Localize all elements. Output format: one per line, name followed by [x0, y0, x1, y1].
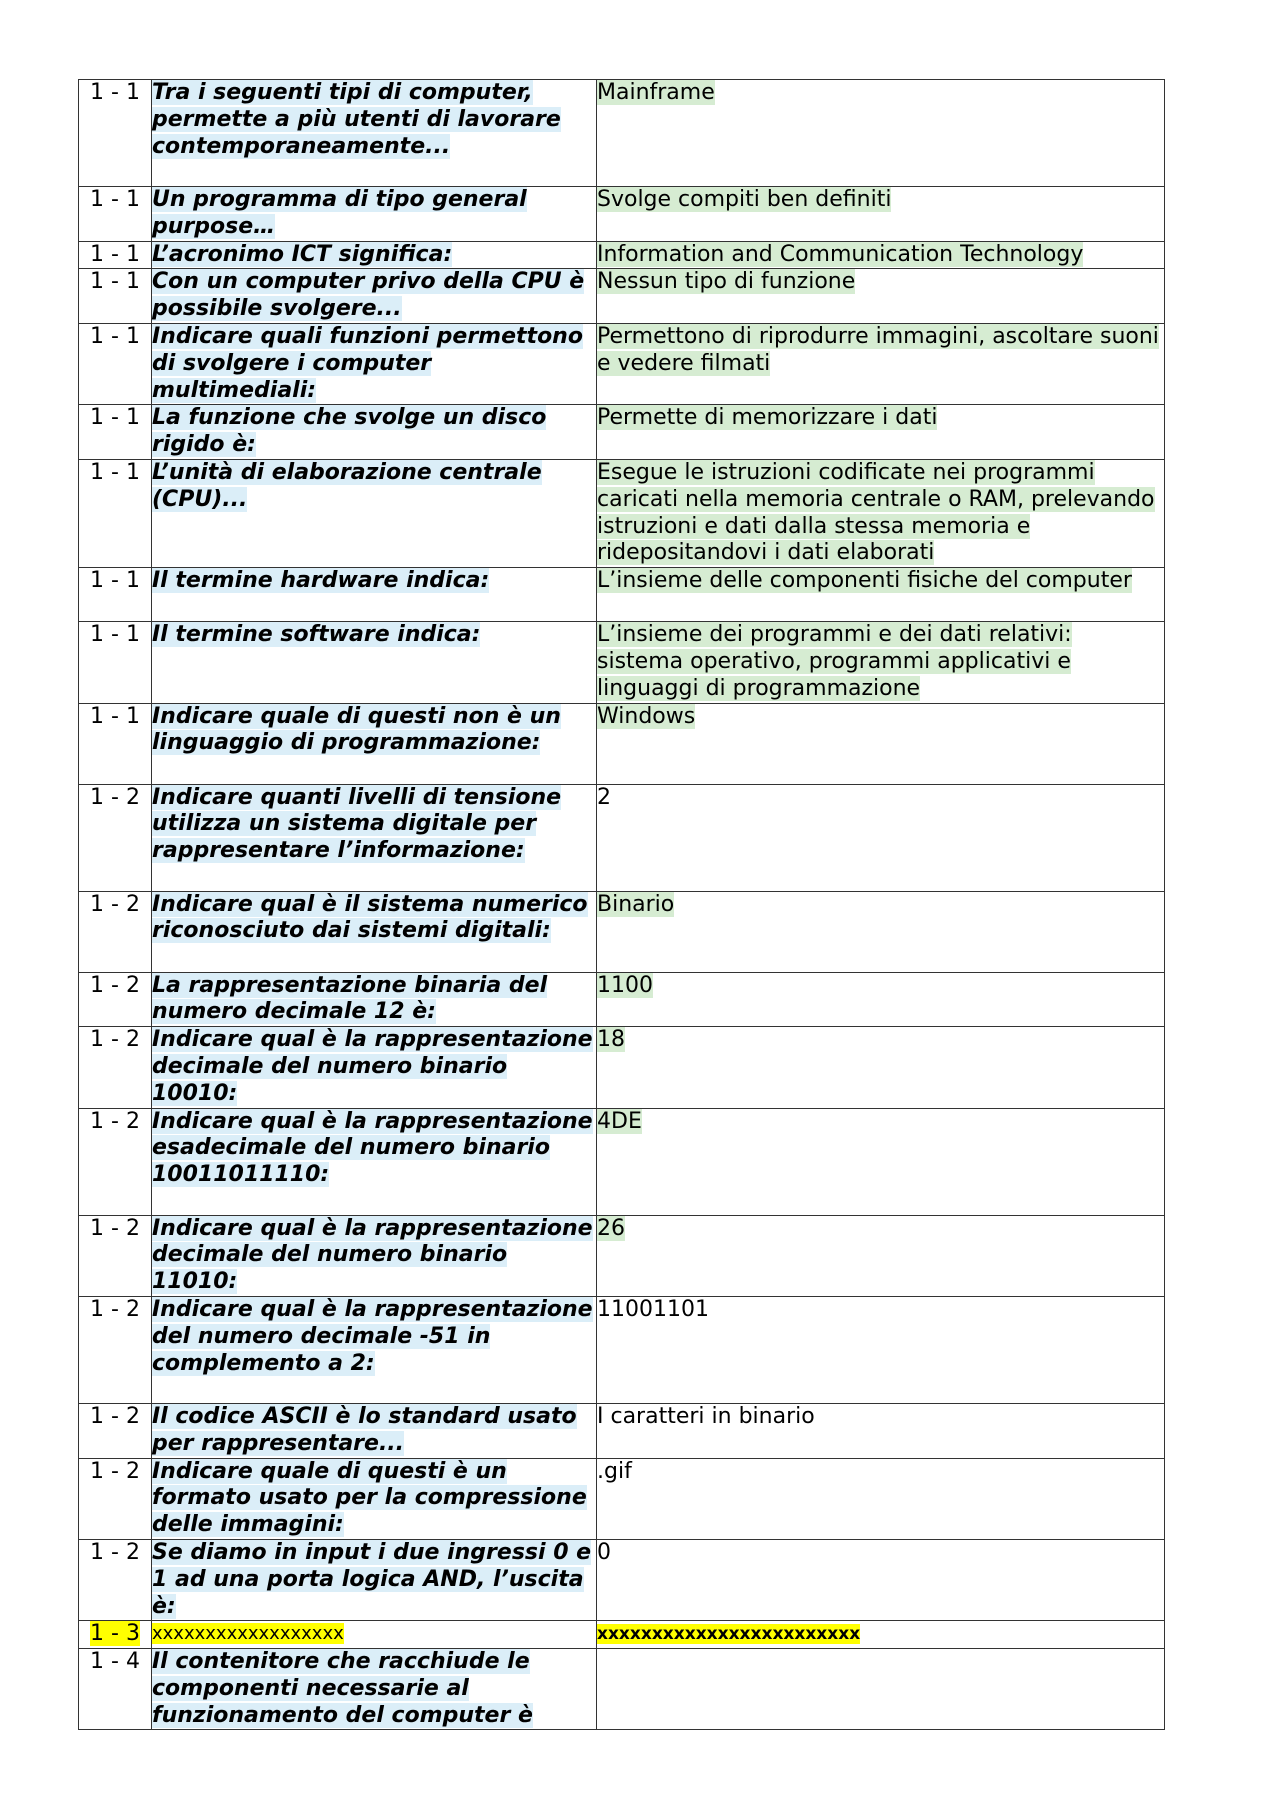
answer-text: 26 — [597, 1215, 625, 1241]
answer-text: 2 — [597, 784, 611, 810]
answer-cell — [597, 187, 1165, 242]
table-row — [79, 972, 1165, 1027]
row-code-cell — [79, 187, 152, 242]
question-text: Indicare qual è la rappresentazione decimale del numero binario 11010: — [152, 1215, 593, 1295]
row-code-cell — [79, 405, 152, 460]
row-code-cell — [79, 1296, 152, 1403]
question-cell — [152, 1027, 597, 1108]
answer-text: Esegue le istruzioni codificate nei programmi caricati nella memoria centrale o RAM, prelevando istruzioni e dati dalla stessa memoria e ridepositandovi i dati elaborati — [597, 459, 1155, 566]
answer-cell — [597, 459, 1165, 567]
table-row — [79, 568, 1165, 622]
question-text: Se diamo in input i due ingressi 0 e 1 ad una porta logica AND, l’uscita è: — [152, 1539, 592, 1619]
question-cell — [152, 1108, 597, 1215]
row-code: 1 - 1 — [90, 241, 140, 267]
question-answer-table — [78, 79, 1165, 1730]
answer-cell — [597, 1296, 1165, 1403]
row-code: 1 - 1 — [90, 459, 140, 485]
table-row — [79, 703, 1165, 784]
row-code-cell — [79, 1215, 152, 1296]
row-code-cell — [79, 1458, 152, 1539]
row-code: 1 - 2 — [90, 1108, 140, 1134]
table-row — [79, 622, 1165, 703]
answer-text: 0 — [597, 1539, 611, 1565]
question-text: Il codice ASCII è lo standard usato per rappresentare... — [152, 1403, 577, 1456]
answer-cell — [597, 1403, 1165, 1458]
row-code-cell — [79, 269, 152, 324]
row-code-cell — [79, 1621, 152, 1649]
answer-text: Mainframe — [597, 80, 715, 105]
table-row — [79, 241, 1165, 269]
row-code-cell — [79, 241, 152, 269]
question-text: La rappresentazione binaria del numero decimale 12 è: — [152, 972, 548, 1025]
answer-cell — [597, 1539, 1165, 1620]
row-code: 1 - 4 — [90, 1649, 140, 1675]
table-row — [79, 1539, 1165, 1620]
question-cell — [152, 1621, 597, 1649]
row-code-cell — [79, 703, 152, 784]
answer-cell — [597, 1108, 1165, 1215]
table-row — [79, 459, 1165, 567]
answer-cell — [597, 568, 1165, 622]
question-text: Indicare quanti livelli di tensione utilizza un sistema digitale per rappresentare l’informazione: — [152, 784, 562, 864]
question-text: Indicare qual è la rappresentazione decimale del numero binario 10010: — [152, 1027, 593, 1106]
table-row — [79, 269, 1165, 324]
row-code-cell — [79, 323, 152, 404]
question-cell — [152, 1649, 597, 1730]
question-cell — [152, 972, 597, 1027]
answer-cell — [597, 1027, 1165, 1108]
question-cell — [152, 622, 597, 703]
answer-cell — [597, 323, 1165, 404]
question-cell — [152, 1403, 597, 1458]
question-text: Indicare qual è il sistema numerico riconosciuto dai sistemi digitali: — [152, 891, 588, 944]
table-row — [79, 1621, 1165, 1649]
answer-cell — [597, 1649, 1165, 1730]
question-text: Indicare qual è la rappresentazione esadecimale del numero binario 10011011110: — [152, 1108, 593, 1188]
answer-cell — [597, 891, 1165, 972]
question-cell — [152, 187, 597, 242]
row-code: 1 - 2 — [90, 1027, 140, 1053]
question-text: Tra i seguenti tipi di computer, permette a più utenti di lavorare contemporaneamente... — [152, 80, 561, 159]
answer-cell — [597, 1215, 1165, 1296]
question-cell — [152, 80, 597, 187]
table-row — [79, 1649, 1165, 1730]
answer-text: 1100 — [597, 972, 653, 998]
row-code: 1 - 1 — [90, 568, 140, 594]
row-code: 1 - 1 — [90, 323, 140, 349]
row-code: 1 - 2 — [90, 891, 140, 917]
answer-text: xxxxxxxxxxxxxxxxxxxxxxxx — [597, 1624, 861, 1645]
row-code: 1 - 2 — [90, 1539, 140, 1565]
answer-cell — [597, 972, 1165, 1027]
question-text: L’acronimo ICT significa: — [152, 241, 453, 267]
question-text: Indicare quale di questi non è un linguaggio di programmazione: — [152, 703, 561, 756]
question-text: xxxxxxxxxxxxxxxxxx — [152, 1623, 344, 1645]
row-code-cell — [79, 1108, 152, 1215]
row-code: 1 - 1 — [90, 187, 140, 212]
answer-text: 4DE — [597, 1108, 642, 1134]
question-text: Con un computer privo della CPU è possibile svolgere... — [152, 269, 585, 322]
answer-cell — [597, 1458, 1165, 1539]
table-row — [79, 891, 1165, 972]
question-cell — [152, 891, 597, 972]
row-code: 1 - 3 — [90, 1621, 140, 1647]
table-row — [79, 1296, 1165, 1403]
row-code-cell — [79, 1649, 152, 1730]
answer-cell — [597, 622, 1165, 703]
row-code: 1 - 1 — [90, 405, 140, 431]
question-cell — [152, 241, 597, 269]
row-code-cell — [79, 1539, 152, 1620]
table-row — [79, 187, 1165, 242]
question-cell — [152, 703, 597, 784]
answer-cell — [597, 241, 1165, 269]
question-cell — [152, 568, 597, 622]
row-code: 1 - 1 — [90, 703, 140, 729]
question-cell — [152, 1539, 597, 1620]
answer-text: Information and Communication Technology — [597, 241, 1084, 267]
row-code-cell — [79, 568, 152, 622]
row-code: 1 - 2 — [90, 1296, 140, 1322]
answer-cell — [597, 269, 1165, 324]
row-code: 1 - 1 — [90, 269, 140, 295]
row-code: 1 - 2 — [90, 972, 140, 998]
answer-text: Binario — [597, 891, 675, 917]
answer-text: 18 — [597, 1027, 625, 1053]
table-row — [79, 784, 1165, 891]
answer-text: Permettono di riprodurre immagini, ascoltare suoni e vedere filmati — [597, 323, 1159, 376]
answer-cell — [597, 784, 1165, 891]
answer-text: Nessun tipo di funzione — [597, 269, 856, 295]
question-text: Il contenitore che racchiude le componenti necessarie al funzionamento del computer è — [152, 1649, 533, 1728]
row-code-cell — [79, 784, 152, 891]
question-cell — [152, 1296, 597, 1403]
row-code-cell — [79, 459, 152, 567]
question-text: L’unità di elaborazione centrale (CPU)... — [152, 459, 542, 512]
question-cell — [152, 323, 597, 404]
answer-text: 11001101 — [597, 1296, 709, 1322]
row-code-cell — [79, 972, 152, 1027]
question-text: Un programma di tipo general purpose… — [152, 187, 527, 239]
table-row — [79, 1108, 1165, 1215]
question-text: Il termine hardware indica: — [152, 568, 490, 594]
table-row — [79, 323, 1165, 404]
table-row — [79, 80, 1165, 187]
answer-text: L’insieme dei programmi e dei dati relativi: sistema operativo, programmi applicativi e linguaggi di programmazione — [597, 622, 1072, 701]
question-cell — [152, 269, 597, 324]
row-code-cell — [79, 1403, 152, 1458]
answer-cell — [597, 1621, 1165, 1649]
row-code-cell — [79, 622, 152, 703]
question-text: Indicare quale di questi è un formato usato per la compressione delle immagini: — [152, 1458, 587, 1538]
row-code: 1 - 2 — [90, 784, 140, 810]
row-code: 1 - 1 — [90, 80, 140, 105]
table-row — [79, 1027, 1165, 1108]
answer-text: .gif — [597, 1458, 632, 1484]
row-code-cell — [79, 1027, 152, 1108]
answer-cell — [597, 80, 1165, 187]
question-cell — [152, 1458, 597, 1539]
table-row — [79, 405, 1165, 460]
table-row — [79, 1458, 1165, 1539]
question-text: La funzione che svolge un disco rigido è: — [152, 405, 547, 458]
answer-cell — [597, 703, 1165, 784]
question-text: Indicare qual è la rappresentazione del numero decimale -51 in complemento a 2: — [152, 1296, 593, 1376]
table-row — [79, 1403, 1165, 1458]
question-cell — [152, 1215, 597, 1296]
question-cell — [152, 784, 597, 891]
answer-text: Permette di memorizzare i dati — [597, 405, 938, 431]
question-cell — [152, 459, 597, 567]
row-code-cell — [79, 891, 152, 972]
answer-text: Svolge compiti ben definiti — [597, 187, 892, 212]
answer-text: L’insieme delle componenti fisiche del computer — [597, 568, 1132, 594]
row-code: 1 - 2 — [90, 1215, 140, 1241]
question-text: Il termine software indica: — [152, 622, 481, 648]
question-cell — [152, 405, 597, 460]
answer-cell — [597, 405, 1165, 460]
row-code: 1 - 2 — [90, 1458, 140, 1484]
row-code: 1 - 2 — [90, 1403, 140, 1429]
question-text: Indicare quali funzioni permettono di svolgere i computer multimediali: — [152, 323, 583, 403]
table-row — [79, 1215, 1165, 1296]
answer-text: I caratteri in binario — [597, 1403, 815, 1429]
answer-text: Windows — [597, 703, 696, 729]
row-code: 1 - 1 — [90, 622, 140, 648]
row-code-cell — [79, 80, 152, 187]
